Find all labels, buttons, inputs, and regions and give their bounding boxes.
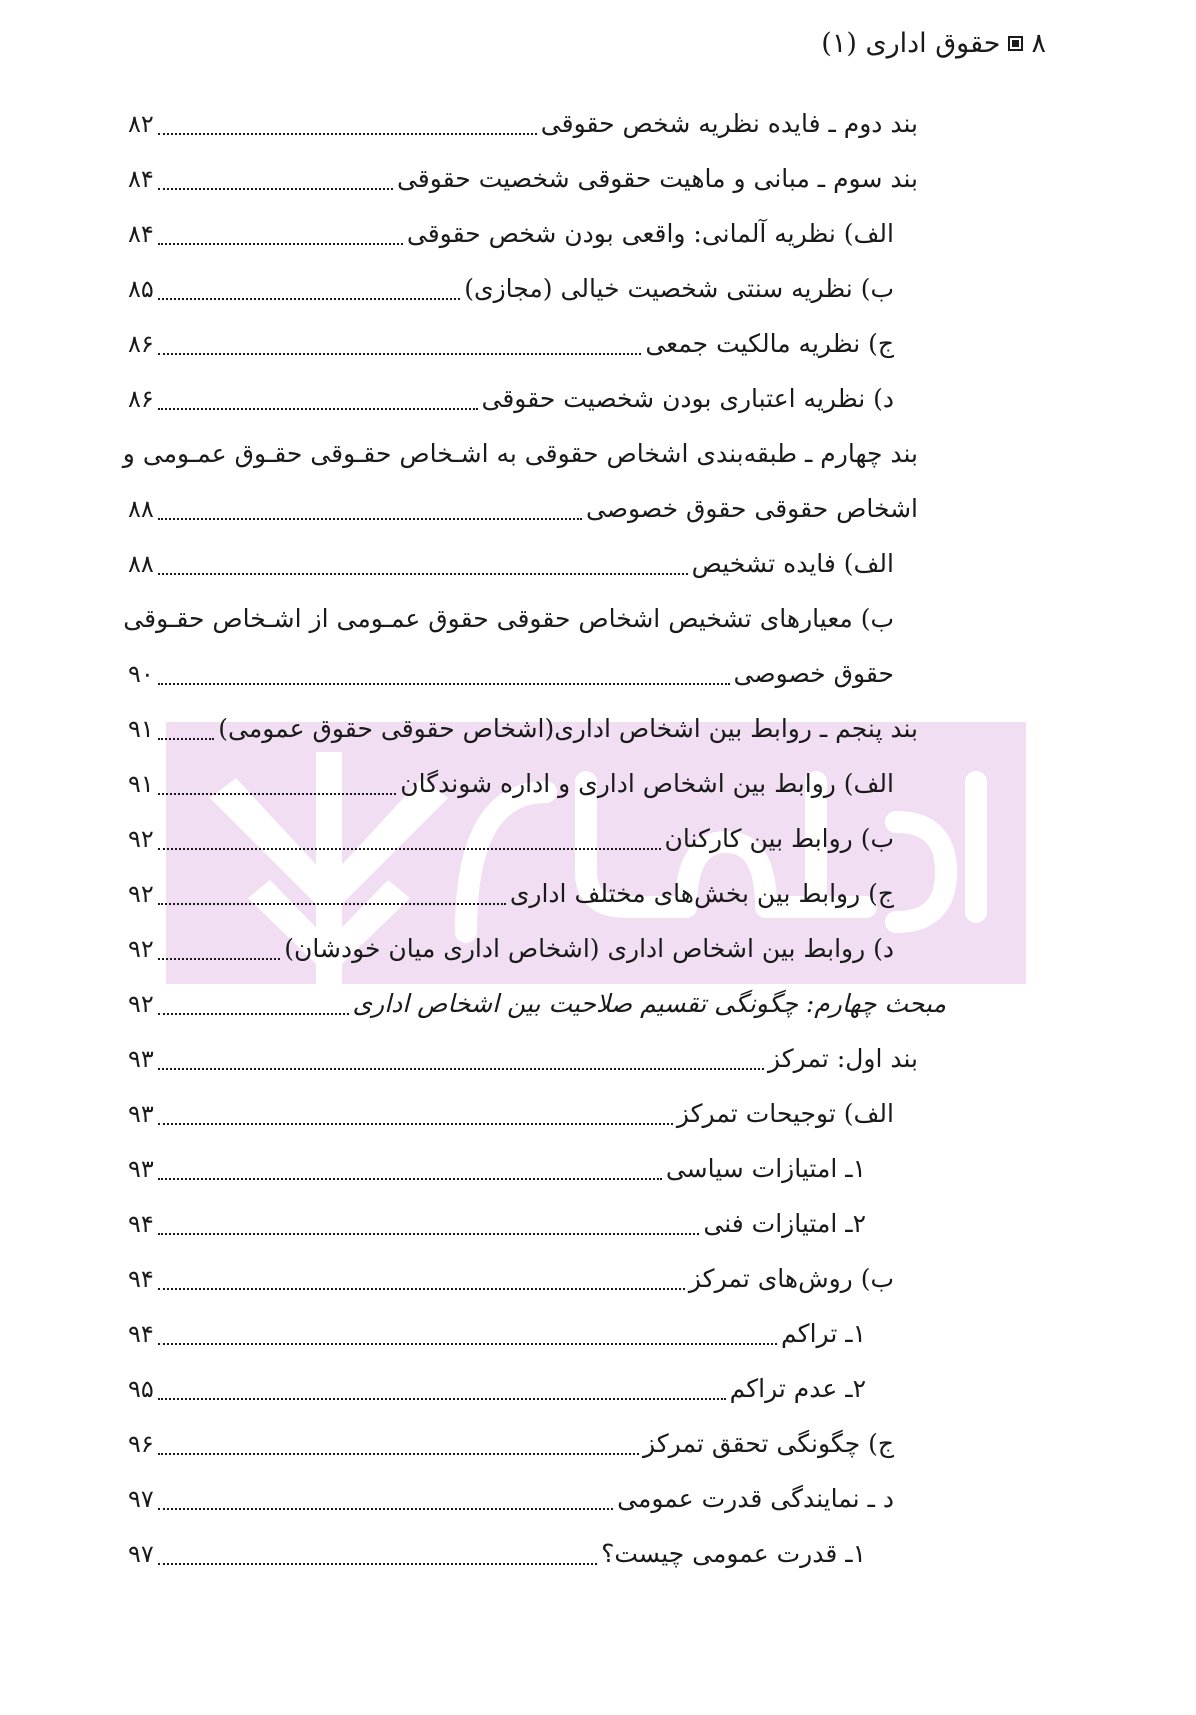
toc-entry-page: ۹۵ bbox=[128, 1375, 154, 1403]
dot-leader bbox=[158, 1563, 597, 1565]
toc-entry-title: ب) معیارهای تشخیص اشخاص حقوقی حقوق عمـومی از اشـخاص حقـوقی bbox=[123, 604, 894, 633]
toc-entry bbox=[128, 1365, 866, 1413]
toc-entry bbox=[128, 760, 894, 808]
dot-leader bbox=[158, 408, 478, 410]
toc-entry bbox=[128, 1530, 866, 1578]
toc-entry bbox=[128, 815, 894, 863]
dot-leader bbox=[158, 573, 688, 575]
toc-entry-page: ۸۶ bbox=[128, 385, 154, 413]
toc-entry-title: ۱ـ تراکم bbox=[781, 1319, 866, 1348]
dot-leader bbox=[158, 1453, 639, 1455]
toc-entry bbox=[128, 155, 918, 203]
toc-entry-title: بند اول: تمرکز bbox=[767, 1044, 918, 1073]
toc-entry-page: ۹۳ bbox=[128, 1045, 154, 1073]
toc-entry-title: ج) روابط بین بخش‌های مختلف اداری bbox=[509, 879, 894, 908]
toc-entry-page: ۸۵ bbox=[128, 275, 154, 303]
toc-entry-title: د) نظریه اعتباری بودن شخصیت حقوقی bbox=[481, 384, 894, 413]
dot-leader bbox=[158, 1123, 673, 1125]
toc-entry-page: ۹۰ bbox=[128, 660, 154, 688]
toc-entry-title: ب) روش‌های تمرکز bbox=[688, 1264, 894, 1293]
toc-entry-title: اشخاص حقوقی حقوق خصوصی bbox=[585, 494, 918, 523]
toc-entry-page: ۹۳ bbox=[128, 1100, 154, 1128]
toc-entry-page: ۹۲ bbox=[128, 825, 154, 853]
toc-entry bbox=[128, 265, 894, 313]
toc-entry bbox=[128, 980, 946, 1028]
toc-entry bbox=[128, 1200, 866, 1248]
toc-entry bbox=[128, 485, 918, 533]
toc-entry-title: الف) نظریه آلمانی: واقعی بودن شخص حقوقی bbox=[406, 219, 894, 248]
dot-leader bbox=[158, 1398, 726, 1400]
toc-entry-page: ۸۶ bbox=[128, 330, 154, 358]
toc-entry-page: ۹۶ bbox=[128, 1430, 154, 1458]
toc-entry bbox=[128, 925, 894, 973]
toc-entry bbox=[128, 1145, 866, 1193]
toc-entry-title: ج) نظریه مالکیت جمعی bbox=[645, 329, 894, 358]
toc-entry-title: ۱ـ قدرت عمومی چیست؟ bbox=[601, 1539, 866, 1568]
toc-entry bbox=[128, 375, 894, 423]
toc-entry-title: ۲ـ امتیازات فنی bbox=[703, 1209, 866, 1238]
toc-entry-page: ۹۱ bbox=[128, 715, 154, 743]
dot-leader bbox=[158, 1233, 700, 1235]
toc-entry-page: ۸۸ bbox=[128, 495, 154, 523]
toc-entry-title: بند پنجم ـ روابط بین اشخاص اداری(اشخاص حقوقی حقوق عمومی) bbox=[218, 714, 918, 743]
toc-entry bbox=[128, 705, 918, 753]
toc-entry-page: ۸۸ bbox=[128, 550, 154, 578]
dot-leader bbox=[158, 1288, 685, 1290]
dot-leader bbox=[158, 133, 537, 135]
toc-entry bbox=[128, 1255, 894, 1303]
toc-entry-page: ۹۴ bbox=[128, 1320, 154, 1348]
toc-entry-page: ۹۷ bbox=[128, 1540, 154, 1568]
toc-entry bbox=[128, 870, 894, 918]
toc-entry bbox=[128, 100, 918, 148]
dot-leader bbox=[158, 1343, 777, 1345]
book-title: حقوق اداری (۱) bbox=[821, 28, 1001, 59]
page-number: ۸ bbox=[1031, 28, 1046, 59]
toc-entry-title: بند دوم ـ فایده نظریه شخص حقوقی bbox=[540, 109, 918, 138]
toc-entry-page: ۸۲ bbox=[128, 110, 154, 138]
toc-entry-page: ۸۴ bbox=[128, 165, 154, 193]
toc-entry bbox=[128, 320, 894, 368]
dot-leader bbox=[158, 298, 460, 300]
square-bullet-icon bbox=[1008, 36, 1023, 51]
running-head bbox=[821, 28, 1046, 59]
toc-entry bbox=[100, 430, 918, 478]
toc-entry bbox=[128, 650, 894, 698]
toc-entry bbox=[128, 1035, 918, 1083]
dot-leader bbox=[158, 1508, 613, 1510]
dot-leader bbox=[158, 848, 661, 850]
toc-entry-title: د) روابط بین اشخاص اداری (اشخاص اداری میان خودشان) bbox=[284, 934, 894, 963]
dot-leader bbox=[158, 793, 396, 795]
dot-leader bbox=[158, 1178, 662, 1180]
toc-entry-page: ۹۲ bbox=[128, 935, 154, 963]
toc-entry-page: ۹۴ bbox=[128, 1210, 154, 1238]
toc-entry-page: ۸۴ bbox=[128, 220, 154, 248]
toc-entry-title: الف) روابط بین اشخاص اداری و اداره شوندگان bbox=[400, 769, 894, 798]
dot-leader bbox=[158, 518, 582, 520]
dot-leader bbox=[158, 353, 642, 355]
dot-leader bbox=[158, 903, 506, 905]
toc-entry bbox=[128, 540, 894, 588]
toc-entry bbox=[128, 210, 894, 258]
dot-leader bbox=[158, 738, 215, 740]
dot-leader bbox=[158, 958, 281, 960]
dot-leader bbox=[158, 243, 403, 245]
toc-entry-title: ۱ـ امتیازات سیاسی bbox=[665, 1154, 866, 1183]
toc-entry-title: ج) چگونگی تحقق تمرکز bbox=[642, 1429, 894, 1458]
toc-entry-page: ۹۳ bbox=[128, 1155, 154, 1183]
toc-entry-page: ۹۲ bbox=[128, 880, 154, 908]
dot-leader bbox=[158, 1013, 349, 1015]
toc-entry-page: ۹۴ bbox=[128, 1265, 154, 1293]
toc-entry bbox=[128, 1475, 894, 1523]
toc-entry bbox=[128, 1310, 866, 1358]
toc-entry-page: ۹۲ bbox=[128, 990, 154, 1018]
toc-entry-title: حقوق خصوصی bbox=[733, 659, 894, 688]
toc-entry-title: الف) فایده تشخیص bbox=[691, 549, 894, 578]
toc-entry-title: ب) نظریه سنتی شخصیت خیالی (مجازی) bbox=[464, 274, 894, 303]
toc-entry-title: الف) توجیحات تمرکز bbox=[676, 1099, 894, 1128]
dot-leader bbox=[158, 683, 730, 685]
toc-entry-title: ۲ـ عدم تراکم bbox=[729, 1374, 866, 1403]
toc-entry-title: مبحث چهارم: چگونگی تقسیم صلاحیت بین اشخاص اداری bbox=[352, 989, 946, 1018]
dot-leader bbox=[158, 1068, 764, 1070]
toc-entry-title: د ـ نمایندگی قدرت عمومی bbox=[617, 1484, 894, 1513]
dot-leader bbox=[158, 188, 393, 190]
toc-entry bbox=[110, 595, 894, 643]
toc-entry-title: ب) روابط بین کارکنان bbox=[664, 824, 894, 853]
toc-entry-title: بند چهارم ـ طبقه‌بندی اشخاص حقوقی به اشـخاص حقـوقی حقـوق عمـومی و bbox=[122, 439, 918, 468]
toc-entry bbox=[128, 1090, 894, 1138]
toc-entry-page: ۹۱ bbox=[128, 770, 154, 798]
toc-entry bbox=[128, 1420, 894, 1468]
toc-entry-page: ۹۷ bbox=[128, 1485, 154, 1513]
toc-entry-title: بند سوم ـ مبانی و ماهیت حقوقی شخصیت حقوقی bbox=[396, 164, 918, 193]
